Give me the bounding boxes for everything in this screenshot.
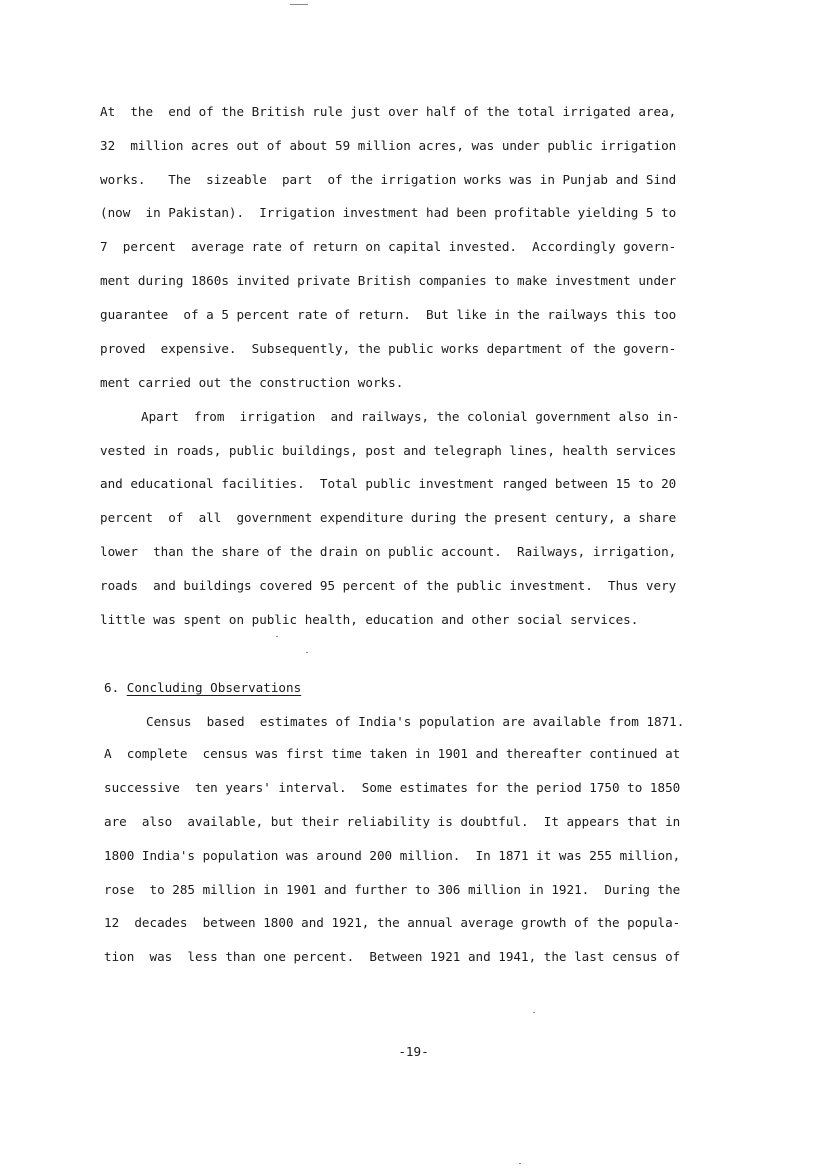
text-line: At the end of the British rule just over half of the total irrigated area, bbox=[100, 104, 677, 119]
section-title: Concluding Observations bbox=[126, 680, 302, 695]
text-line: Census based estimates of India's population are available from 1871. bbox=[146, 714, 685, 729]
text-line: 32 million acres out of about 59 million acres, was under public irrigation bbox=[100, 138, 677, 153]
text-line: ment carried out the construction works. bbox=[100, 375, 404, 390]
text-line: percent of all government expenditure during the present century, a share bbox=[100, 510, 677, 525]
section-heading bbox=[104, 680, 301, 696]
scan-speck bbox=[533, 1012, 535, 1013]
text-line: are also available, but their reliability is doubtful. It appears that in bbox=[104, 814, 681, 829]
text-line: and educational facilities. Total public investment ranged between 15 to 20 bbox=[100, 476, 677, 491]
text-line: tion was less than one percent. Between 1921 and 1941, the last census of bbox=[104, 949, 681, 964]
text-line: rose to 285 million in 1901 and further to 306 million in 1921. During the bbox=[104, 882, 681, 897]
text-line: successive ten years' interval. Some estimates for the period 1750 to 1850 bbox=[104, 780, 681, 795]
text-line: vested in roads, public buildings, post and telegraph lines, health services bbox=[100, 443, 677, 458]
text-line: 12 decades between 1800 and 1921, the annual average growth of the popula- bbox=[104, 915, 681, 930]
text-line: roads and buildings covered 95 percent of the public investment. Thus very bbox=[100, 578, 677, 593]
text-line: guarantee of a 5 percent rate of return. But like in the railways this too bbox=[100, 307, 677, 322]
text-line: 1800 India's population was around 200 million. In 1871 it was 255 million, bbox=[104, 848, 681, 863]
scan-speck bbox=[276, 636, 278, 637]
page-number: -19- bbox=[398, 1044, 429, 1059]
scan-speck bbox=[519, 1163, 521, 1164]
section-number: 6. bbox=[104, 680, 120, 695]
text-line: proved expensive. Subsequently, the public works department of the govern- bbox=[100, 341, 677, 356]
text-line: (now in Pakistan). Irrigation investment had been profitable yielding 5 to bbox=[100, 205, 677, 220]
scan-speck bbox=[306, 652, 308, 653]
text-line: ment during 1860s invited private British companies to make investment under bbox=[100, 273, 677, 288]
text-line: works. The sizeable part of the irrigation works was in Punjab and Sind bbox=[100, 172, 677, 187]
text-line: little was spent on public health, education and other social services. bbox=[100, 612, 639, 627]
text-line: A complete census was first time taken in 1901 and thereafter continued at bbox=[104, 746, 681, 761]
text-line: 7 percent average rate of return on capital invested. Accordingly govern- bbox=[100, 239, 677, 254]
scan-speck bbox=[290, 4, 308, 5]
text-line: lower than the share of the drain on public account. Railways, irrigation, bbox=[100, 544, 677, 559]
text-line: Apart from irrigation and railways, the colonial government also in- bbox=[141, 409, 680, 424]
